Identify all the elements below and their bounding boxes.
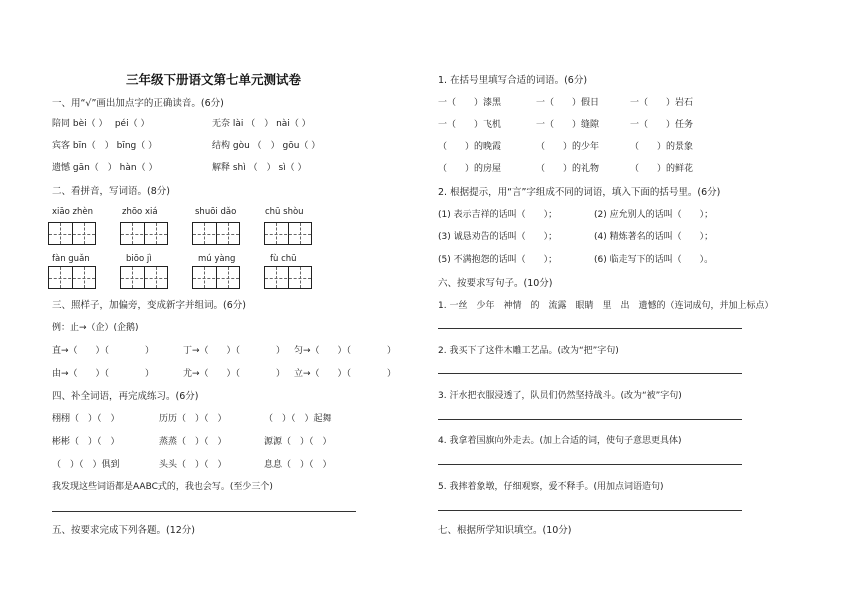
s3-example: 例：止→（企）(企鹅) [52,323,139,333]
r1-row: （ ）的少年 [536,142,600,152]
r2-item: (1) 表示吉祥的话叫（ ）； [438,210,558,220]
s4-row: 彬彬（ ）（ ） [52,437,120,447]
s1-row: 遗憾 gān（ ） hàn（ ） [52,163,158,173]
writing-grid[interactable] [120,266,168,289]
s6-question: 1. 一丝 少年 神情 的 流露 眼睛 里 出 遗憾的（连词成句，并加上标点） [438,301,774,311]
r1-row: （ ）的景象 [630,142,694,152]
pinyin-label: fàn guǎn [52,254,90,264]
pinyin-label: chū shòu [265,207,304,217]
section-4-heading: 四、补全词语，再完成练习。(6分) [52,391,199,402]
pinyin-label: fù chū [270,254,297,264]
s6-question: 2. 我买下了这件木雕工艺品。(改为“把”字句) [438,346,619,356]
r1-row: （ ）的房屋 [438,164,502,174]
s4-row: （ ）（ ）起舞 [264,414,332,424]
writing-grid[interactable] [264,266,312,289]
answer-line[interactable] [438,328,742,329]
s1-row: 宾客 bīn（ ） bīng（ ） [52,141,158,151]
s1-row: 无奈 lài （ ） nài（ ） [212,119,311,129]
s1-row: 陪同 bèi（ ） péi（ ） [52,119,150,129]
r1-row: 一（ ）飞机 [438,120,502,130]
s3-row: 由→（ ）（ ） [52,369,155,379]
pinyin-label: biōo jì [126,254,152,264]
section-7-heading: 七、根据所学知识填空。(10分) [438,525,572,536]
s3-row: 匀→（ ）（ ） [294,346,397,356]
r2-item: (4) 精炼著名的话叫（ ）； [594,232,714,242]
page-title: 三年级下册语文第七单元测试卷 [126,72,302,87]
answer-line[interactable] [52,511,356,512]
s4-row: 源源（ ）（ ） [264,437,332,447]
s4-note: 我发现这些词语都是AABC式的，我也会写。(至少三个) [52,482,273,492]
s6-question: 5. 我摔着象墩，仔细观察，爱不释手。(用加点词语造句) [438,482,664,492]
s4-row: （ ）（ ）俱到 [52,460,120,470]
s4-row: 头头（ ）（ ） [159,460,227,470]
writing-grid[interactable] [192,266,240,289]
r2-item: (2) 应允别人的话叫（ ）； [594,210,714,220]
s4-row: 历历（ ）（ ） [159,414,227,424]
answer-line[interactable] [438,510,742,511]
s3-row: 丁→（ ）（ ） [183,346,286,356]
s3-row: 尤→（ ）（ ） [183,369,286,379]
s4-row: 息息（ ）（ ） [264,460,332,470]
pinyin-label: xiāo zhèn [52,207,93,217]
s4-row: 蒸蒸（ ）（ ） [159,437,227,447]
writing-grid[interactable] [264,222,312,245]
r2-item: (3) 诚恳劝告的话叫（ ）； [438,232,558,242]
writing-grid[interactable] [48,222,96,245]
s3-row: 立→（ ）（ ） [294,369,397,379]
r2-heading: 2. 根据提示，用“言”字组成不同的词语，填入下面的括号里。(6分) [438,187,721,198]
section-3-heading: 三、照样子，加偏旁，变成新字并组词。(6分) [52,300,246,311]
r1-heading: 1. 在括号里填写合适的词语。(6分) [438,75,588,86]
writing-grid[interactable] [48,266,96,289]
writing-grid[interactable] [120,222,168,245]
s3-row: 直→（ ）（ ） [52,346,155,356]
answer-line[interactable] [438,464,742,465]
pinyin-label: mú yàng [198,254,236,264]
s4-row: 栩栩（ ）（ ） [52,414,120,424]
section-1-heading: 一、用“√”画出加点字的正确读音。(6分) [52,98,224,109]
section-6-heading: 六、按要求写句子。(10分) [438,278,553,289]
answer-line[interactable] [438,419,742,420]
r1-row: （ ）的鲜花 [630,164,694,174]
pinyin-label: shuōi dǎo [195,207,237,217]
r1-row: （ ）的礼物 [536,164,600,174]
r2-item: (6) 临走写下的话叫（ ）。 [594,255,714,265]
s6-question: 3. 汗水把衣服浸透了，队员们仍然坚持战斗。(改为“被”字句) [438,391,682,401]
r1-row: 一（ ）假日 [536,98,600,108]
r1-row: 一（ ）漆黑 [438,98,502,108]
s1-row: 结构 gòu （ ） gōu（ ） [212,141,321,151]
r1-row: 一（ ）岩石 [630,98,694,108]
s6-question: 4. 我拿着国旗向外走去。(加上合适的词，使句子意思更具体) [438,436,682,446]
section-5-heading: 五、按要求完成下列各题。(12分) [52,525,196,536]
section-2-heading: 二、看拼音，写词语。(8分) [52,186,170,197]
s1-row: 解释 shì （ ） sì（ ） [212,163,307,173]
r1-row: 一（ ）缝隙 [536,120,600,130]
r2-item: (5) 不满抱怨的话叫（ ）； [438,255,558,265]
r1-row: （ ）的晚霞 [438,142,502,152]
r1-row: 一（ ）任务 [630,120,694,130]
writing-grid[interactable] [192,222,240,245]
pinyin-label: zhōo xiá [122,207,158,217]
answer-line[interactable] [438,373,742,374]
